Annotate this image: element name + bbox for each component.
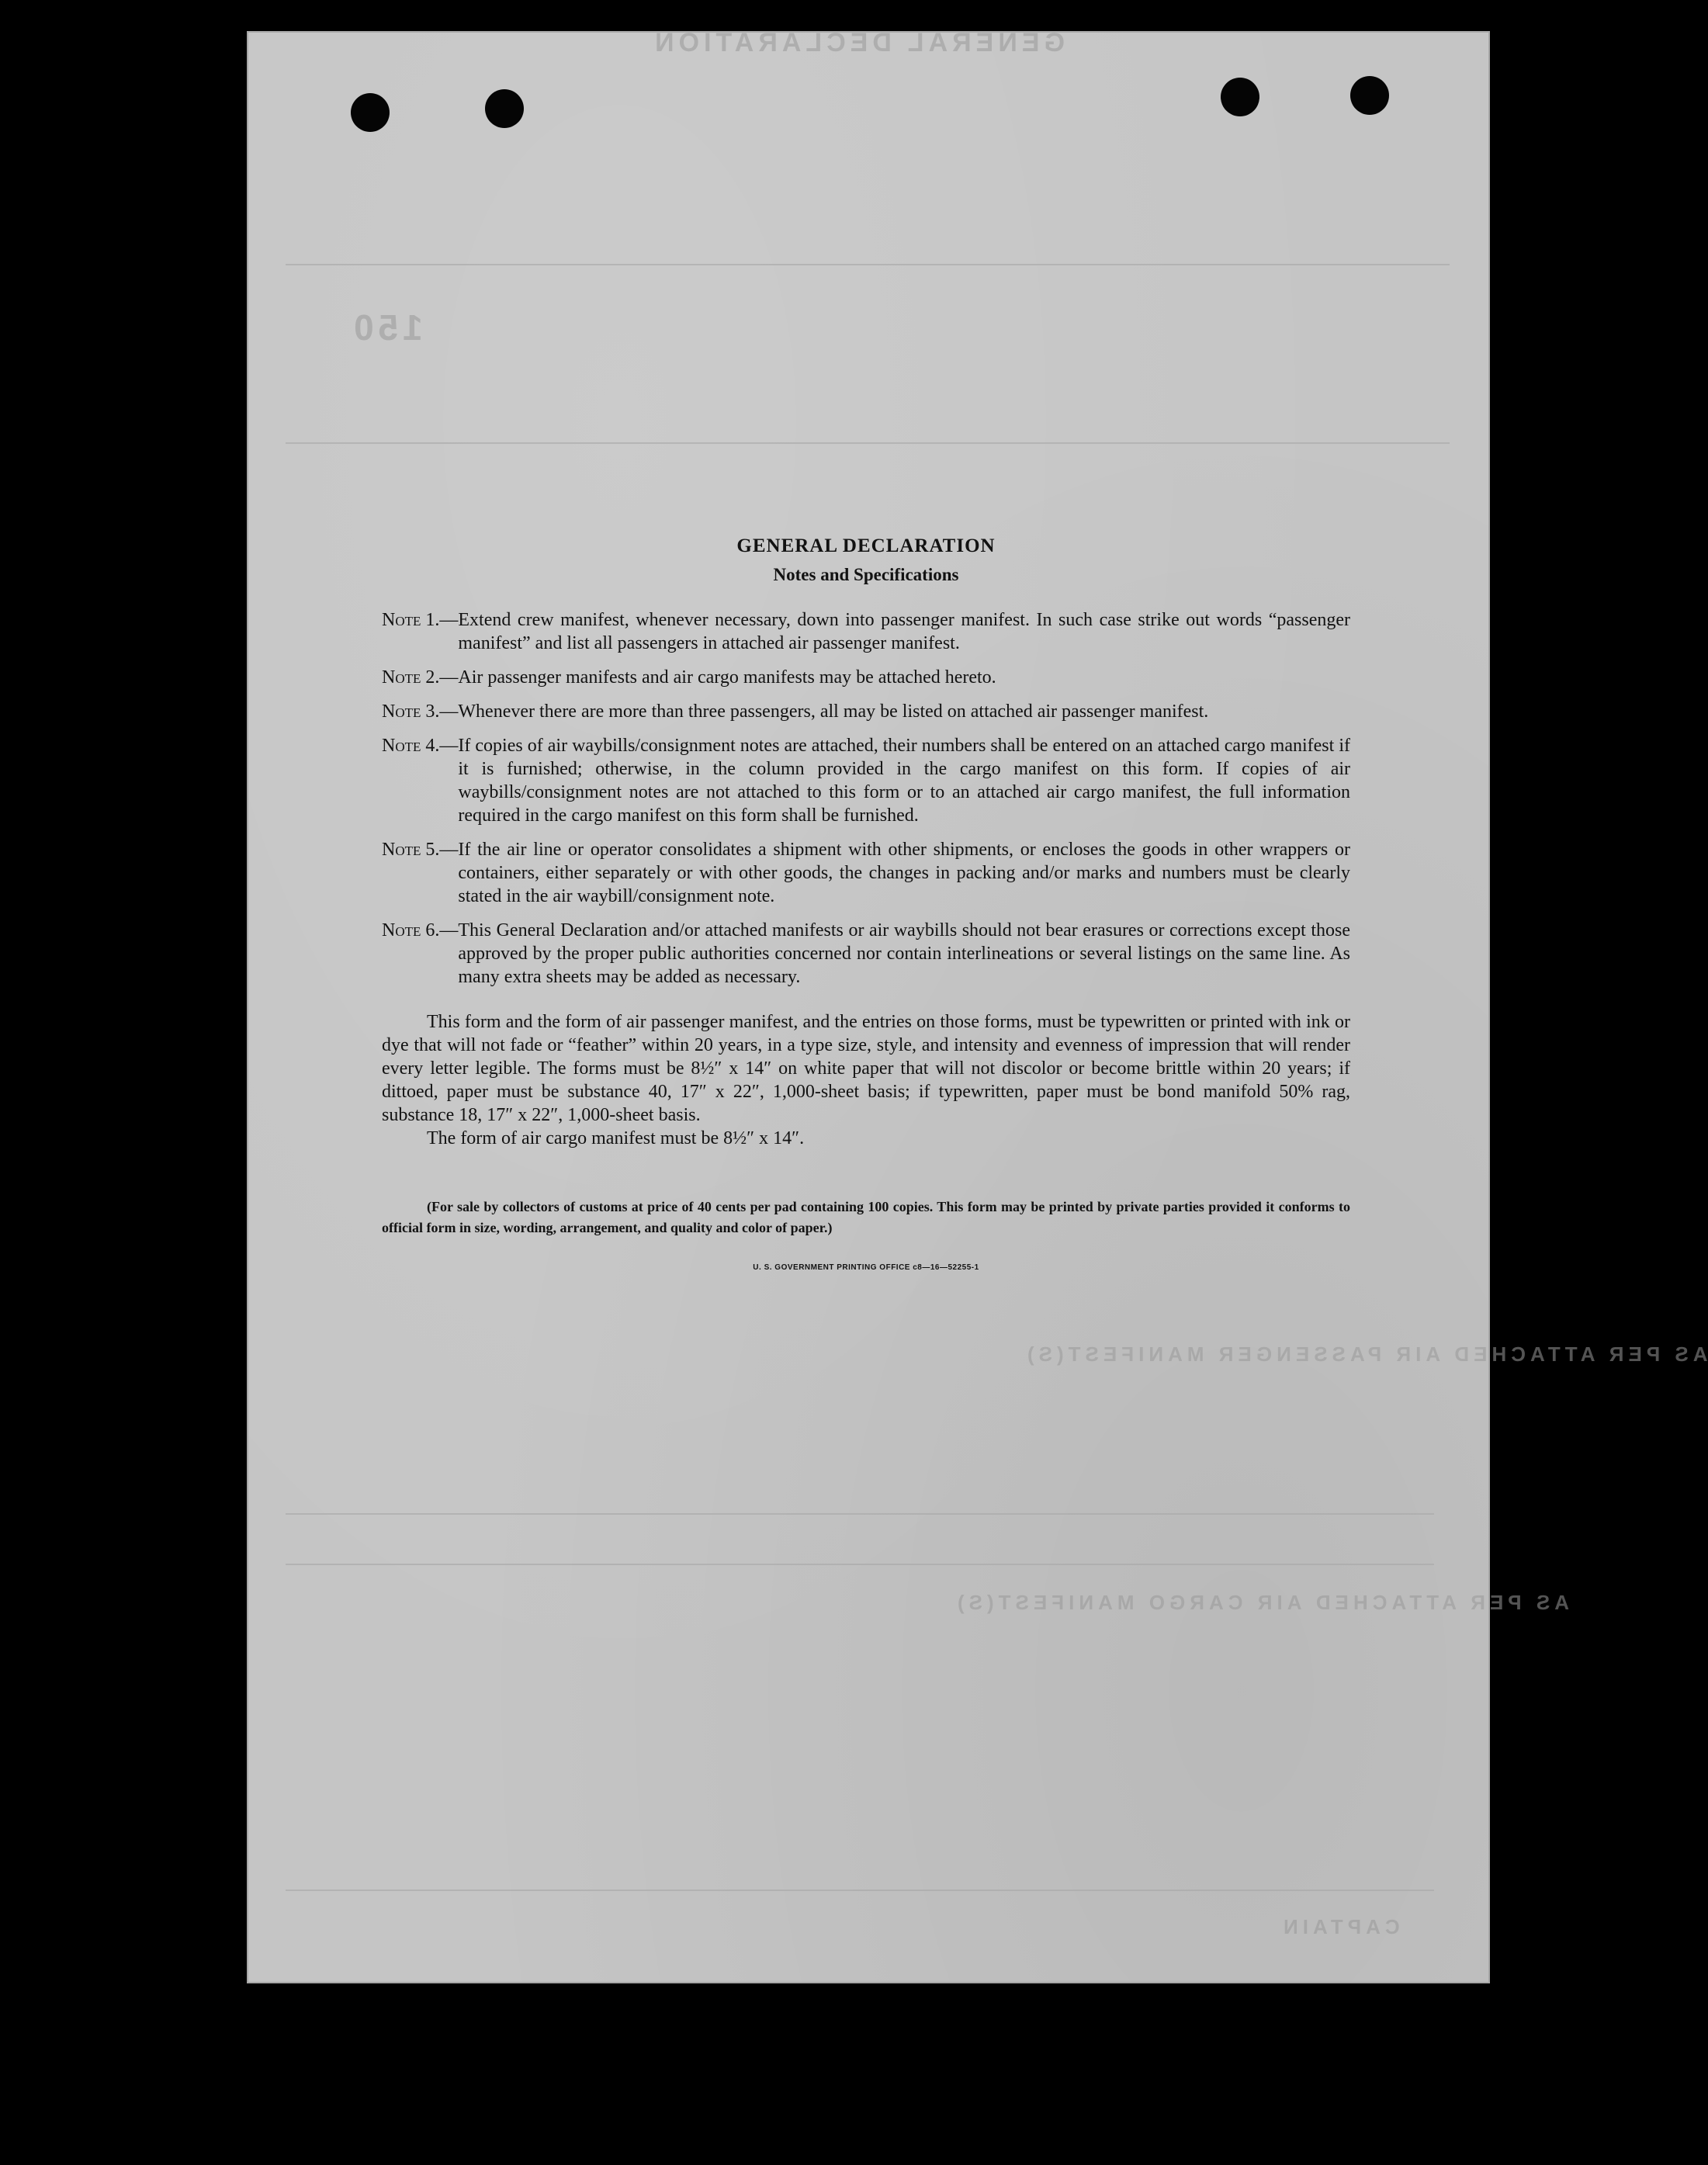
note-label: Note 1. <box>382 610 440 630</box>
sale-notice: (For sale by collectors of customs at price of 40 cents per pad containing 100 copies. This form may be printed by private parties provided it conforms to official form in size, wording, arrangement, and quality and color of paper.) <box>382 1199 1350 1235</box>
note-dash: — <box>439 736 459 756</box>
note-label: Note 3. <box>382 701 440 722</box>
note-2 <box>382 666 1350 689</box>
declaration-notes <box>382 535 1350 1272</box>
bleed-through-rule <box>286 1564 1434 1565</box>
note-label: Note 5. <box>382 840 440 860</box>
bleed-through-number: 150 <box>349 307 423 348</box>
note-text: Whenever there are more than three passengers, all may be listed on attached air passenger manifest. <box>458 701 1209 722</box>
bleed-through-header: GENERAL DECLARATION <box>650 28 1065 57</box>
note-label: Note 6. <box>382 920 440 940</box>
bleed-through-captain: CAPTAIN <box>1279 1915 1400 1938</box>
form-requirements-paragraph: This form and the form of air passenger manifest, and the entries on those forms, must be typewritten or printed with ink or dye that will not fade or “feather” within 20 years, in a type size, style, and intensity and evenness of impression that will render every letter legible. The forms must be 8½″ x 14″ on white paper that will not discolor or become brittle within 20 years; if dittoed, paper must be substance 40, 17″ x 22″, 1,000-sheet basis; if typewritten, paper must be bond manifold 50% rag, substance 18, 17″ x 22″, 1,000-sheet basis. <box>382 1012 1350 1125</box>
note-dash: — <box>439 610 459 630</box>
punch-hole <box>1221 78 1259 116</box>
note-text: This General Declaration and/or attached manifests or air waybills should not bear erasures or corrections except those approved by the proper public authorities concerned nor contain interlineations or several listings on the same line. As many extra sheets may be added as necessary. <box>458 920 1350 987</box>
note-4 <box>382 734 1350 827</box>
note-6 <box>382 919 1350 989</box>
bleed-through-cargo-manifest: AS PER ATTACHED AIR CARGO MANIFEST(S) <box>953 1591 1569 1614</box>
note-text: If the air line or operator consolidates a shipment with other shipments, or encloses the goods in other wrappers or containers, either separately or with other goods, the changes in packing and/or marks and numbers must be clearly stated in the air waybill/consignment note. <box>458 840 1350 906</box>
note-text: Air passenger manifests and air cargo manifests may be attached hereto. <box>458 667 996 688</box>
bleed-through-rule <box>286 1513 1434 1515</box>
document-title: GENERAL DECLARATION <box>736 535 996 556</box>
bleed-through-rule <box>286 442 1450 444</box>
note-1 <box>382 608 1350 655</box>
note-text: If copies of air waybills/consignment notes are attached, their numbers shall be entered on an attached cargo manifest if it is furnished; otherwise, in the column provided in the cargo manifest on this form. If copies of air waybills/consignment notes are not attached to this form or to an attached air cargo manifest, the full information required in the cargo manifest on this form shall be furnished. <box>458 736 1350 826</box>
bleed-through-rule <box>286 264 1450 265</box>
note-5 <box>382 838 1350 908</box>
note-3 <box>382 700 1350 723</box>
note-dash: — <box>439 667 459 688</box>
note-label: Note 4. <box>382 736 440 756</box>
note-text: Extend crew manifest, whenever necessary, down into passenger manifest. In such case strike out words “passenger manifest” and list all passengers in attached air passenger manifest. <box>458 610 1350 653</box>
document-subtitle: Notes and Specifications <box>773 565 959 584</box>
bleed-through-passenger-manifest: AS PER ATTACHED AIR PASSENGER MANIFEST(S) <box>1023 1342 1708 1366</box>
cargo-manifest-size-paragraph: The form of air cargo manifest must be 8½″ x 14″. <box>427 1128 805 1148</box>
note-label: Note 2. <box>382 667 440 688</box>
punch-hole <box>351 93 390 132</box>
note-dash: — <box>439 920 459 940</box>
printing-office-imprint: U. S. GOVERNMENT PRINTING OFFICE c8—16—52255-1 <box>753 1263 979 1272</box>
punch-hole <box>1350 76 1389 115</box>
note-dash: — <box>439 840 459 860</box>
punch-hole <box>485 89 524 128</box>
note-dash: — <box>439 701 459 722</box>
bleed-through-rule <box>286 1890 1434 1891</box>
